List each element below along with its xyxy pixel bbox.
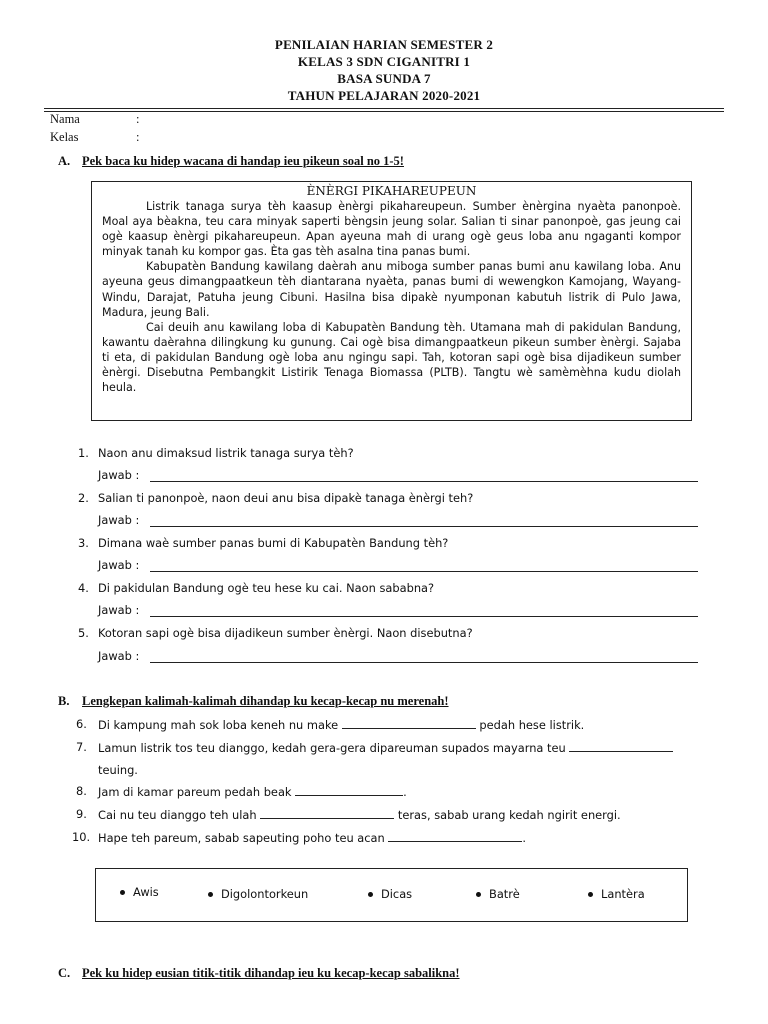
school-class: KELAS 3 SDN CIGANITRI 1 (297, 54, 471, 69)
bullet-icon (368, 892, 373, 897)
header-divider-thin (44, 111, 724, 112)
exam-title: PENILAIAN HARIAN SEMESTER 2 (274, 37, 494, 52)
answer-4[interactable] (98, 601, 698, 617)
fill-blank[interactable] (260, 807, 394, 819)
question-text: Di pakidulan Bandung ogè teu hese ku cai. Naon sababna? (98, 581, 435, 595)
question-number: 2. (78, 491, 89, 505)
fill-blank[interactable] (342, 717, 476, 729)
question-number: 4. (78, 581, 89, 595)
reading-passage (91, 181, 692, 421)
sentence-end: . (522, 831, 526, 845)
fill-blank[interactable] (295, 784, 403, 796)
section-a-heading (58, 154, 404, 169)
fill-blank[interactable] (569, 740, 673, 752)
answer-5[interactable] (98, 647, 698, 663)
question-text (98, 784, 407, 799)
word-bank-item: Dicas (368, 887, 412, 901)
word-bank-item: Awis (120, 885, 159, 899)
answer-label: Jawab : (98, 468, 140, 482)
sentence-start: Cai nu teu dianggo teh ulah (98, 808, 257, 822)
answer-label: Jawab : (98, 603, 140, 617)
question-number: 3. (78, 536, 89, 550)
question-number: 8. (76, 784, 87, 798)
section-c-letter: C. (58, 966, 71, 980)
exam-header (0, 36, 768, 104)
question-text (98, 807, 621, 822)
question-number: 5. (78, 626, 89, 640)
sentence-start: Lamun listrik tos teu dianggo, kedah gera-gera dipareuman supados mayarna teu (98, 741, 566, 755)
answer-label: Jawab : (98, 649, 140, 663)
passage-paragraph: Cai deuih anu kawilang loba di Kabupatèn Bandung tèh. Utamana mah di pakidulan Bandung, kawantu daèrahna dilingkung ku gunung. Cai ogè bisa dimangpaatkeun pikeun sumber ènèrgi. Sajaba ti eta, di pakidulan Bandung ogè loba anu ngingu sapi. Tah, kotoran sapi ogè bisa dijadikeun sumber ènèrgi. Disebutna Pembangkit Listirik Tenaga Biomassa (PLTB). Tangtu wè samèmèhna kudu diolah heula. (102, 320, 681, 395)
answer-line[interactable] (150, 570, 698, 572)
answer-label: Jawab : (98, 558, 140, 572)
question-number: 9. (76, 807, 87, 821)
passage-paragraph: Kabupatèn Bandung kawilang daèrah anu miboga sumber panas bumi anu kawilang loba. Anu ayeuna geus dimangpaatkeun tèh diantarana nyaèta, panas bumi di wewengkon Kamojang, Wayang-Windu, Darajat, Patuha jeung Cibuni. Hasilna bisa dipakè nyumponan kabutuh listrik di Pulo Jawa, Madura, jeung Bali. (102, 260, 681, 319)
question-text (98, 740, 673, 755)
question-text: Salian ti panonpoè, naon deui anu bisa dipakè tanaga ènèrgi teh? (98, 491, 474, 505)
section-b-heading (58, 694, 449, 709)
class-label: Kelas (50, 130, 79, 144)
sentence-start: Hape teh pareum, sabab sapeuting poho teu acan (98, 831, 385, 845)
name-colon: : (136, 112, 140, 126)
word-bank-item: Lantèra (588, 887, 645, 901)
answer-2[interactable] (98, 511, 698, 527)
question-number: 10. (72, 830, 91, 844)
word-bank-item: Batrè (476, 887, 520, 901)
class-colon: : (136, 130, 140, 144)
section-b-instruction: Lengkepan kalimah-kalimah dihandap ku kecap-kecap nu merenah! (82, 694, 449, 708)
name-label: Nama (50, 112, 80, 126)
question-text: Dimana waè sumber panas bumi di Kabupatèn Bandung tèh? (98, 536, 449, 550)
answer-line[interactable] (150, 525, 698, 527)
sentence-end: teras, sabab urang kedah ngirit energi. (397, 808, 621, 822)
passage-paragraph: Listrik tanaga surya tèh kaasup ènèrgi pikahareupeun. Sumber ènèrgina nyaèta panonpoè. Moal aya bèakna, teu cara minyak saperti bèngsin jeung solar. Salian ti sinar panonpoè, gas jeung cai ogè kaasup ènèrgi pikahareupeun. Apan ayeuna mah di urang ogè geus loba anu ngaganti kompor minyak tanah ku kompor gas. Èta gas tèh asalna tina panas bumi. (102, 200, 681, 259)
answer-1[interactable] (98, 466, 698, 482)
answer-3[interactable] (98, 556, 698, 572)
section-c-heading (58, 966, 460, 981)
question-text (98, 830, 526, 845)
word-bank (95, 868, 688, 922)
question-number: 6. (76, 717, 87, 731)
answer-line[interactable] (150, 480, 698, 482)
question-number: 7. (76, 740, 87, 754)
question-number: 1. (78, 446, 89, 460)
bullet-icon (208, 892, 213, 897)
section-b-letter: B. (58, 694, 70, 708)
question-text: Naon anu dimaksud listrik tanaga surya tèh? (98, 446, 354, 460)
question-text: Kotoran sapi ogè bisa dijadikeun sumber ènèrgi. Naon disebutna? (98, 626, 473, 640)
section-a-instruction: Pek baca ku hidep wacana di handap ieu pikeun soal no 1-5! (82, 154, 404, 168)
sentence-end: . (403, 785, 407, 799)
bullet-icon (588, 892, 593, 897)
class-row (50, 130, 140, 145)
section-c-instruction: Pek ku hidep eusian titik-titik dihandap ieu ku kecap-kecap sabalikna! (82, 966, 460, 980)
answer-line[interactable] (150, 661, 698, 663)
bullet-icon (120, 890, 125, 895)
subject: BASA SUNDA 7 (337, 71, 431, 86)
bullet-icon (476, 892, 481, 897)
answer-label: Jawab : (98, 513, 140, 527)
fill-blank[interactable] (388, 830, 522, 842)
word-bank-item: Digolontorkeun (208, 887, 308, 901)
sentence-start: Jam di kamar pareum pedah beak (98, 785, 292, 799)
passage-title: ÈNÈRGI PIKAHAREUPEUN (306, 184, 477, 198)
header-divider-thick (44, 108, 724, 109)
section-a-letter: A. (58, 154, 71, 168)
academic-year: TAHUN PELAJARAN 2020-2021 (287, 88, 481, 103)
sentence-start: Di kampung mah sok loba keneh nu make (98, 718, 339, 732)
name-row (50, 112, 140, 127)
question-text (98, 717, 584, 732)
answer-line[interactable] (150, 615, 698, 617)
sentence-end: pedah hese listrik. (479, 718, 585, 732)
sentence-continuation: teuing. (98, 763, 138, 777)
